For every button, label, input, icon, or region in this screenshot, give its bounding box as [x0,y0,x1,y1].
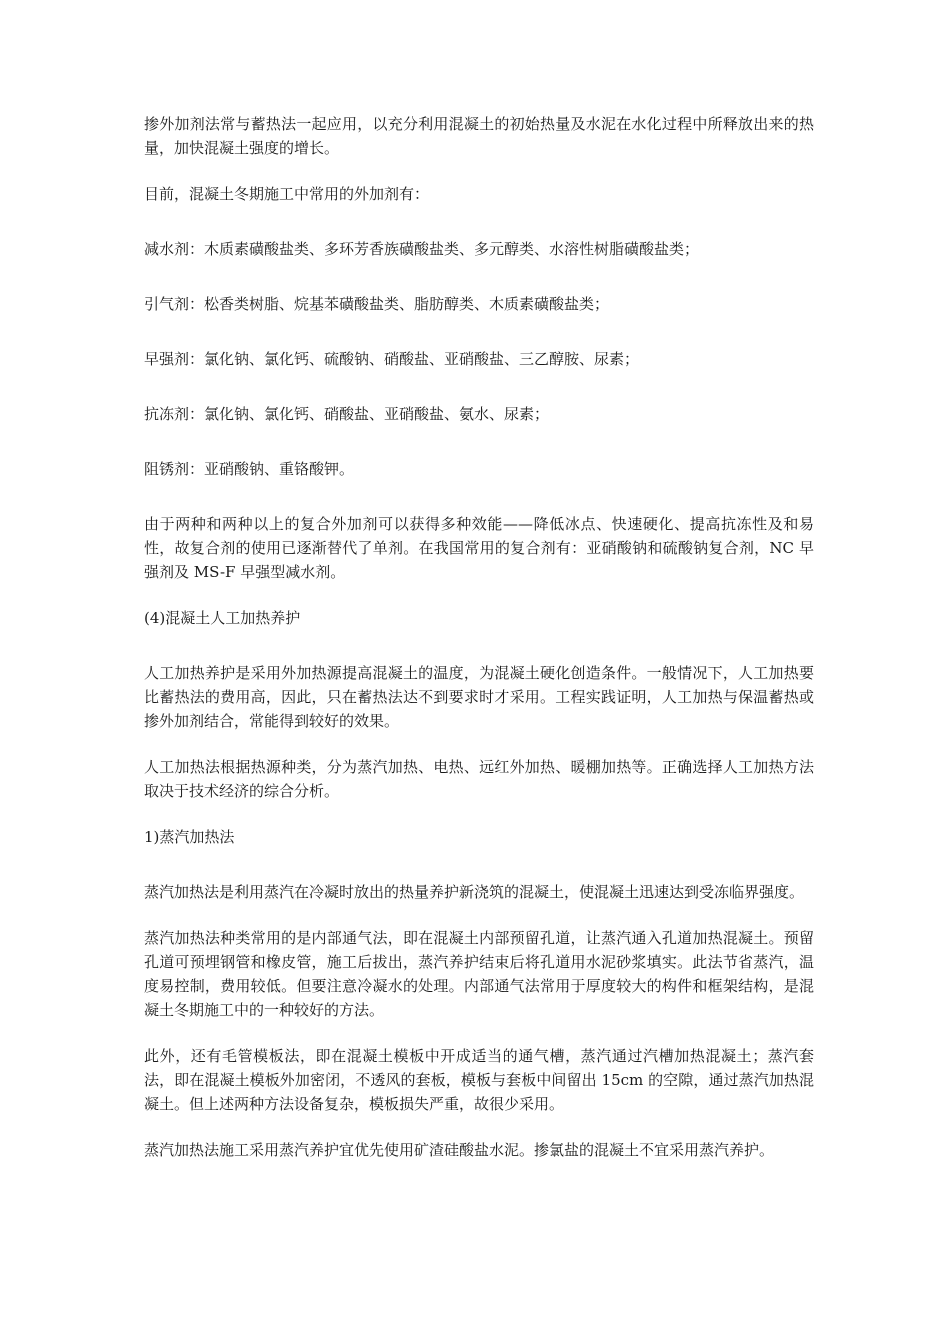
paragraph-rust-inhibitor: 阻锈剂：亚硝酸钠、重铬酸钾。 [144,460,355,478]
paragraph-capillary-formwork: 此外，还有毛管模板法，即在混凝土模板中开成适当的通气槽，蒸汽通过汽槽加热混凝土；蒸汽套法，即在混凝土模板外加密闭，不透风的套板，模板与套板中间留出 15cm 的空隙，通过蒸汽加热混凝土。但上述两种方法设备复杂，模板损失严重，故很少采用。 [144,1047,814,1113]
paragraph-antifreeze: 抗冻剂：氯化钠、氯化钙、硝酸盐、亚硝酸盐、氨水、尿素； [144,405,550,423]
paragraph-steam-heating-definition: 蒸汽加热法是利用蒸汽在冷凝时放出的热量养护新浇筑的混凝土，使混凝土迅速达到受冻临界强度。 [144,883,805,901]
paragraph-heating-types: 人工加热法根据热源种类，分为蒸汽加热、电热、远红外加热、暖棚加热等。正确选择人工加热方法取决于技术经济的综合分析。 [144,758,814,800]
document-body [144,112,814,1184]
section-heading-artificial-heating: (4)混凝土人工加热养护 [144,609,301,627]
paragraph-composite-admixture: 由于两种和两种以上的复合外加剂可以获得多种效能——降低冰点、快速硬化、提高抗冻性及和易性，故复合剂的使用已逐渐替代了单剂。在我国常用的复合剂有：亚硝酸钠和硫酸钠复合剂，NC 早强剂及 MS-F 早强型减水剂。 [144,515,814,581]
paragraph-admixture-list-intro: 目前，混凝土冬期施工中常用的外加剂有： [144,185,430,203]
section-heading-steam-heating: 1)蒸汽加热法 [144,828,235,846]
paragraph-artificial-heating-intro: 人工加热养护是采用外加热源提高混凝土的温度，为混凝土硬化创造条件。一般情况下，人工加热要比蓄热法的费用高，因此，只在蓄热法达不到要求时才采用。工程实践证明，人工加热与保温蓄热或掺外加剂结合，常能得到较好的效果。 [144,664,814,730]
paragraph-steam-cement-note: 蒸汽加热法施工采用蒸汽养护宜优先使用矿渣硅酸盐水泥。掺氯盐的混凝土不宜采用蒸汽养护。 [144,1141,775,1159]
paragraph-water-reducer: 减水剂：木质素磺酸盐类、多环芳香族磺酸盐类、多元醇类、水溶性树脂磺酸盐类； [144,240,700,258]
paragraph-air-entraining: 引气剂：松香类树脂、烷基苯磺酸盐类、脂肪醇类、木质素磺酸盐类； [144,295,610,313]
paragraph-early-strength: 早强剂：氯化钠、氯化钙、硫酸钠、硝酸盐、亚硝酸盐、三乙醇胺、尿素； [144,350,640,368]
paragraph-admixture-intro: 掺外加剂法常与蓄热法一起应用，以充分利用混凝土的初始热量及水泥在水化过程中所释放出来的热量，加快混凝土强度的增长。 [144,115,814,157]
paragraph-internal-ventilation: 蒸汽加热法种类常用的是内部通气法，即在混凝土内部预留孔道，让蒸汽通入孔道加热混凝土。预留孔道可预埋钢管和橡皮管，施工后拔出，蒸汽养护结束后将孔道用水泥砂浆填实。此法节省蒸汽，温度易控制，费用较低。但要注意冷凝水的处理。内部通气法常用于厚度较大的构件和框架结构，是混凝土冬期施工中的一种较好的方法。 [144,929,814,1019]
